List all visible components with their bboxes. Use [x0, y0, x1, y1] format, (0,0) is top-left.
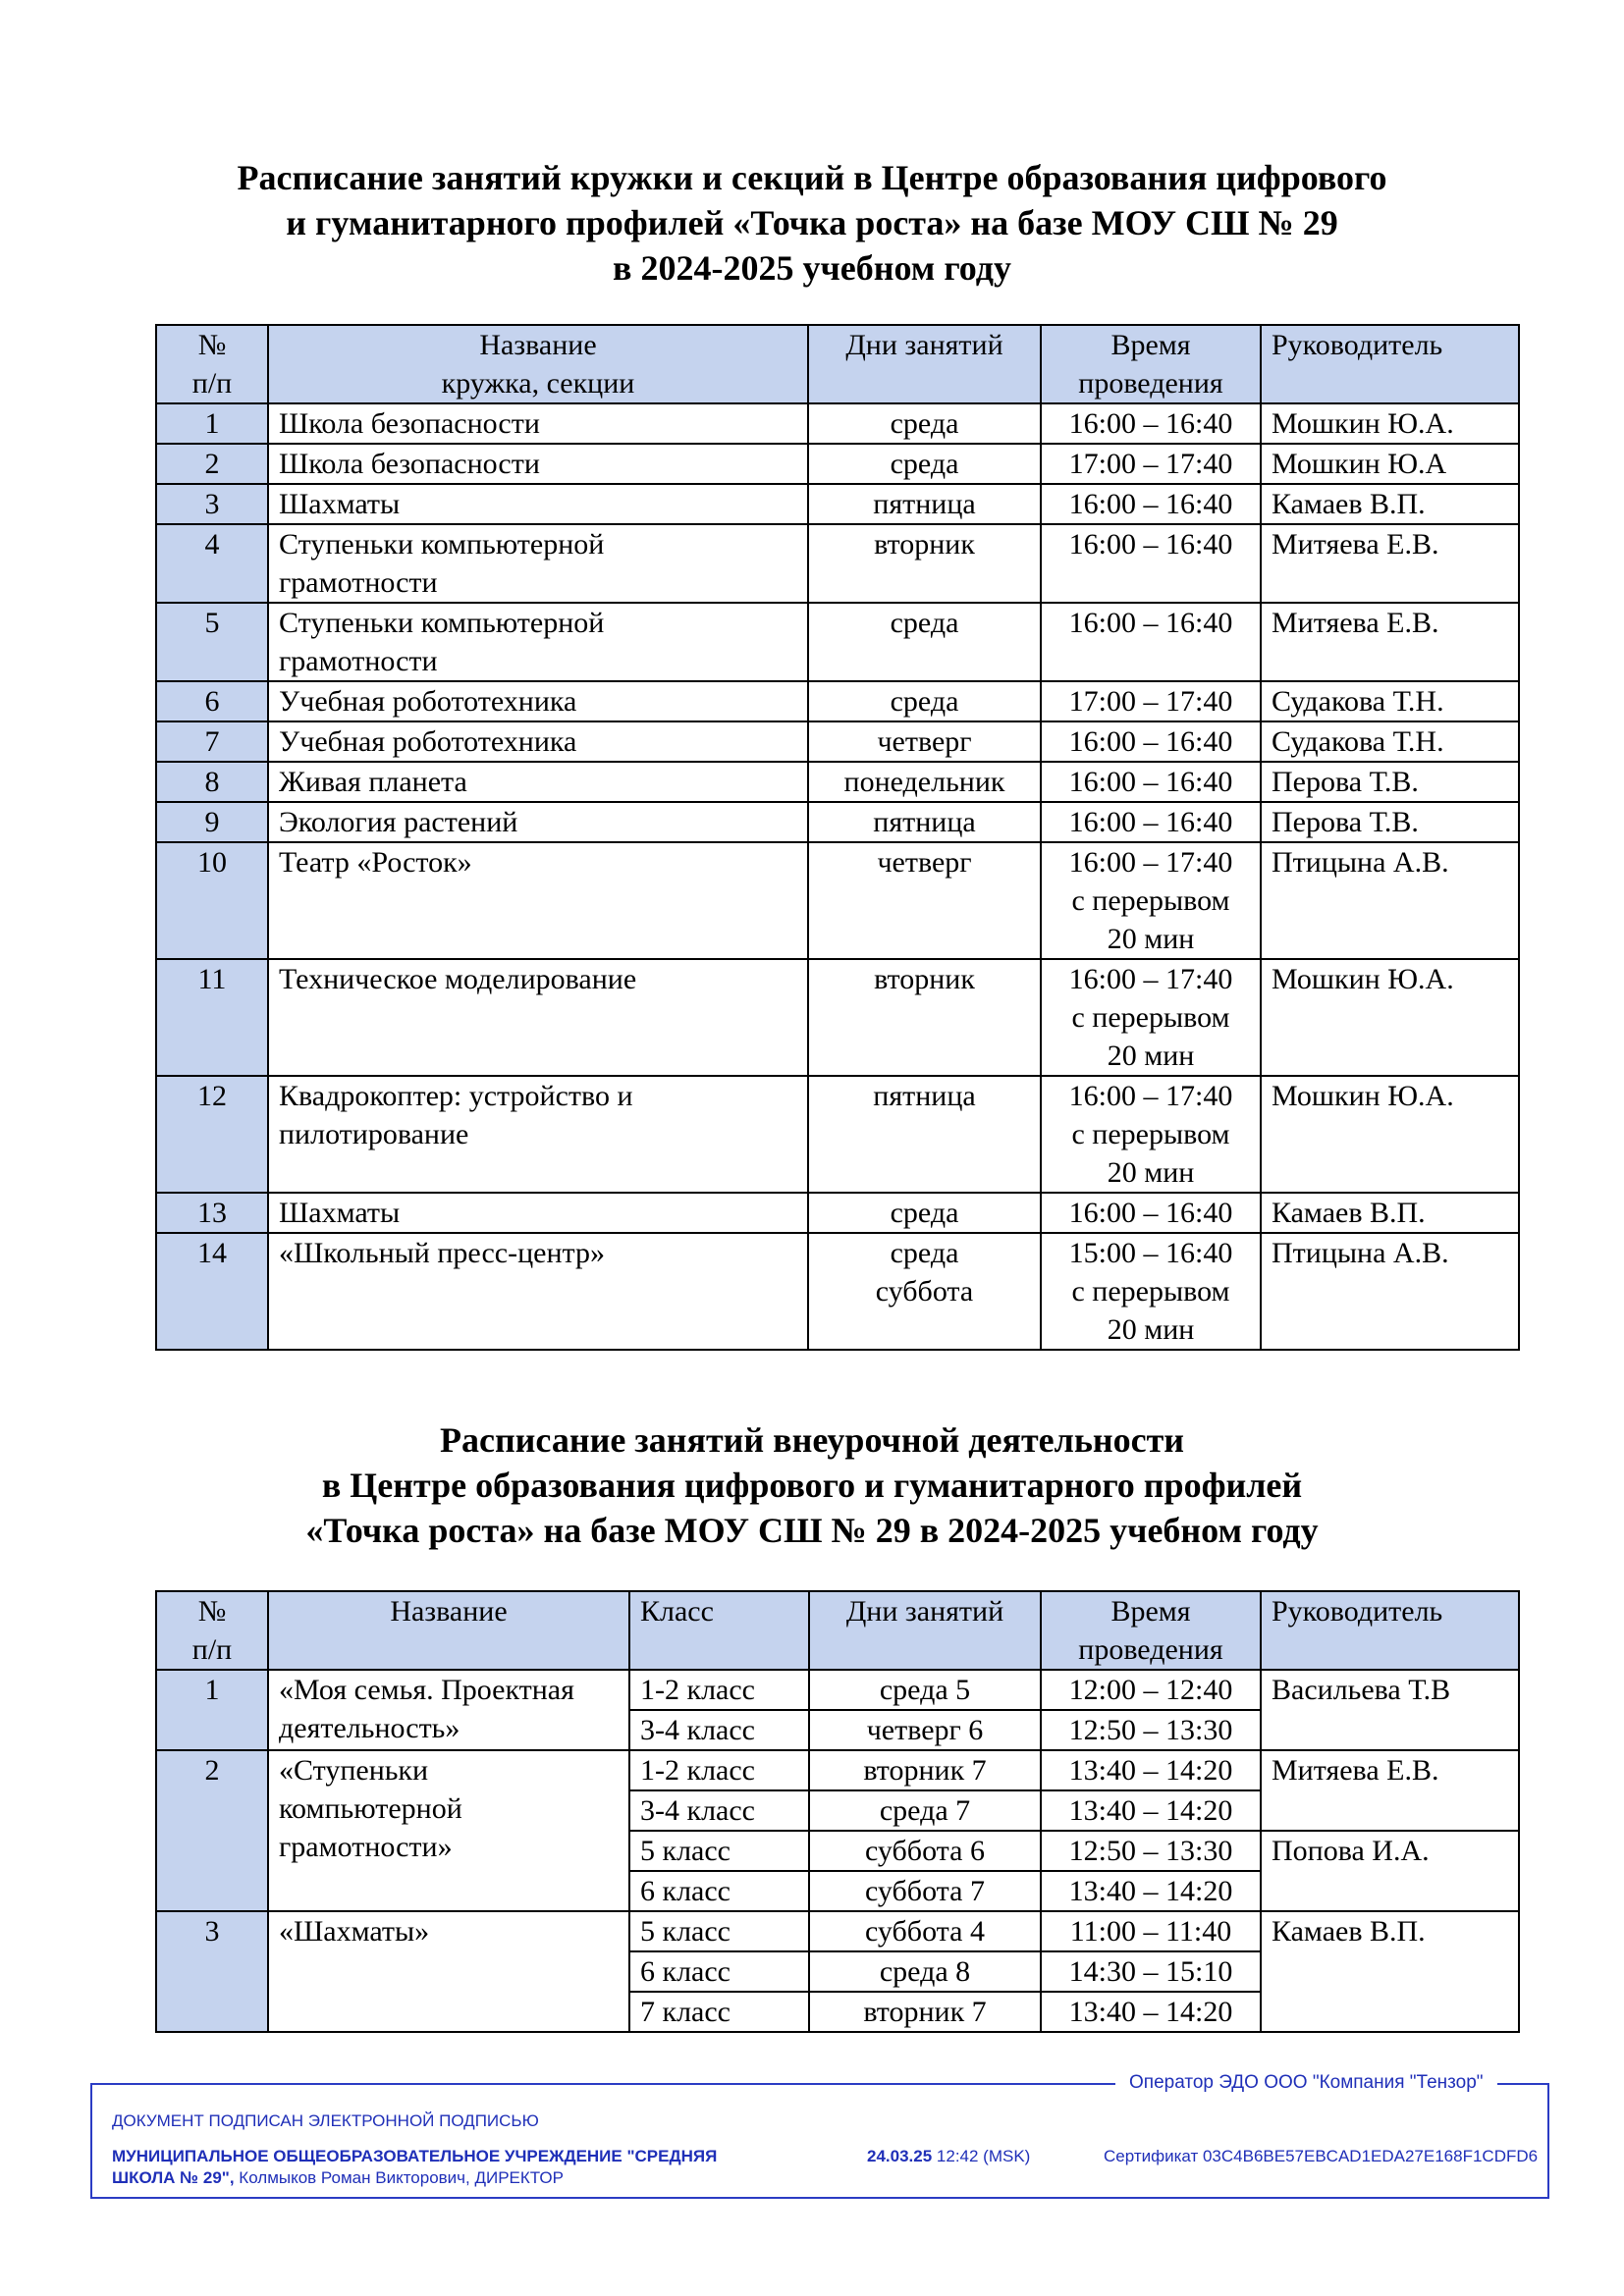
row-time-text: 12:00 – 12:40	[1068, 1674, 1233, 1706]
row-days	[808, 762, 1041, 802]
row-leader	[1261, 1750, 1519, 1831]
table-row	[156, 959, 1519, 1076]
row-days-text: вторник 7	[863, 1996, 987, 2028]
signature-time: 12:42 (MSK)	[932, 2147, 1031, 2165]
clubs-schedule-table	[155, 324, 1520, 1351]
row-class-text: 5 класс	[640, 1915, 731, 1948]
row-num	[156, 484, 268, 524]
title-line: в 2024-2025 учебном году	[613, 248, 1011, 288]
row-num	[156, 1233, 268, 1350]
row-name-text: Шахматы	[279, 1197, 401, 1229]
row-name	[268, 1233, 808, 1350]
row-num	[156, 603, 268, 681]
row-time	[1041, 1992, 1261, 2032]
row-num-text: 14	[197, 1237, 227, 1269]
extracurricular-schedule-table	[155, 1590, 1520, 2033]
row-name	[268, 842, 808, 959]
row-num-text: 13	[197, 1197, 227, 1229]
row-days	[808, 802, 1041, 842]
row-leader-text: Птицына А.В.	[1272, 846, 1449, 879]
header-days: Дни занятий	[808, 325, 1041, 403]
row-name-text: Школа безопасности	[279, 448, 540, 480]
row-days-text: среда	[890, 1237, 959, 1269]
row-name	[268, 1911, 629, 2032]
signature-org-cont: ШКОЛА № 29",	[112, 2168, 235, 2187]
table-row	[156, 1193, 1519, 1233]
row-time	[1041, 1750, 1261, 1790]
row-leader	[1261, 444, 1519, 484]
row-name-text: «Школьный пресс-центр»	[279, 1237, 605, 1269]
table-row	[156, 603, 1519, 681]
row-name-text: «Ступеньки	[279, 1754, 429, 1787]
row-time	[1041, 403, 1261, 444]
row-time-text: с перерывом	[1071, 884, 1230, 917]
row-days	[809, 1670, 1041, 1710]
row-time-text: с перерывом	[1071, 1118, 1230, 1150]
row-days-text: пятница	[873, 1080, 976, 1112]
row-leader	[1261, 802, 1519, 842]
table-row	[156, 681, 1519, 721]
row-time	[1041, 762, 1261, 802]
row-name	[268, 1670, 629, 1750]
row-leader-text: Мошкин Ю.А.	[1272, 407, 1454, 440]
row-class	[629, 1871, 809, 1911]
row-name-text: Ступеньки компьютерной	[279, 528, 605, 561]
table-row	[156, 1911, 1519, 1951]
row-leader	[1261, 1076, 1519, 1193]
row-days-text: среда	[890, 407, 959, 440]
signature-datetime	[867, 2146, 1030, 2167]
row-num-text: 11	[197, 963, 227, 995]
row-days-text: пятница	[873, 806, 976, 838]
row-leader-text: Судакова Т.Н.	[1272, 725, 1444, 758]
table-row	[156, 762, 1519, 802]
row-time-text: 16:00 – 16:40	[1068, 766, 1233, 798]
row-time-text: 20 мин	[1107, 1040, 1195, 1072]
row-name-text: Техническое моделирование	[279, 963, 637, 995]
row-time-text: 16:00 – 16:40	[1068, 607, 1233, 639]
row-num-text: 10	[197, 846, 227, 879]
row-time-text: 12:50 – 13:30	[1068, 1835, 1233, 1867]
row-num	[156, 403, 268, 444]
row-days	[808, 842, 1041, 959]
row-days-text: вторник	[874, 528, 975, 561]
row-time	[1041, 959, 1261, 1076]
row-name-text: Шахматы	[279, 488, 401, 520]
row-leader-text: Птицына А.В.	[1272, 1237, 1449, 1269]
title-line: Расписание занятий внеурочной деятельности	[439, 1420, 1185, 1460]
row-time	[1041, 1790, 1261, 1831]
row-days	[808, 1193, 1041, 1233]
row-num-text: 1	[204, 407, 220, 440]
row-days-text: среда	[890, 1197, 959, 1229]
table-row	[156, 524, 1519, 603]
row-time	[1041, 603, 1261, 681]
row-time-text: 17:00 – 17:40	[1068, 448, 1233, 480]
row-time	[1041, 721, 1261, 762]
row-leader	[1261, 1911, 1519, 2032]
row-name-text: Квадрокоптер: устройство и	[279, 1080, 633, 1112]
title-extracurricular-schedule	[0, 1417, 1624, 1553]
row-days	[809, 1911, 1041, 1951]
row-days	[809, 1710, 1041, 1750]
row-time-text: 12:50 – 13:30	[1068, 1714, 1233, 1746]
row-num	[156, 802, 268, 842]
row-num-text: 7	[204, 725, 220, 758]
row-name	[268, 1076, 808, 1193]
table-row	[156, 721, 1519, 762]
row-days-text: пятница	[873, 488, 976, 520]
row-leader	[1261, 959, 1519, 1076]
row-num	[156, 1750, 268, 1911]
row-time-text: 16:00 – 16:40	[1068, 528, 1233, 561]
row-name	[268, 444, 808, 484]
row-name	[268, 524, 808, 603]
row-time-text: 13:40 – 14:20	[1068, 1794, 1233, 1827]
signature-signer	[112, 2167, 564, 2189]
row-days-text: среда	[890, 607, 959, 639]
row-num-text: 1	[204, 1674, 220, 1706]
row-time-text: 17:00 – 17:40	[1068, 685, 1233, 718]
row-class	[629, 1670, 809, 1710]
row-num	[156, 721, 268, 762]
row-class-text: 1-2 класс	[640, 1674, 755, 1706]
row-leader	[1261, 842, 1519, 959]
row-time	[1041, 1193, 1261, 1233]
row-days-text: среда 8	[879, 1955, 971, 1988]
row-class-text: 3-4 класс	[640, 1794, 755, 1827]
row-leader-text: Камаев В.П.	[1272, 488, 1426, 520]
row-time	[1041, 484, 1261, 524]
row-leader-text: Митяева Е.В.	[1272, 528, 1439, 561]
row-time-text: 16:00 – 16:40	[1068, 1197, 1233, 1229]
title-line: в Центре образования цифрового и гуманитарного профилей	[321, 1466, 1303, 1505]
row-days	[809, 1871, 1041, 1911]
title-line: «Точка роста» на базе МОУ СШ № 29 в 2024-2025 учебном году	[305, 1511, 1319, 1550]
row-num-text: 8	[204, 766, 220, 798]
row-leader	[1261, 1670, 1519, 1750]
row-num-text: 4	[204, 528, 220, 561]
row-name-text: Ступеньки компьютерной	[279, 607, 605, 639]
row-num	[156, 524, 268, 603]
row-num-text: 12	[197, 1080, 227, 1112]
row-num-text: 9	[204, 806, 220, 838]
row-leader-text: Васильева Т.В	[1272, 1674, 1451, 1706]
row-days	[808, 681, 1041, 721]
row-leader-text: Митяева Е.В.	[1272, 607, 1439, 639]
row-days	[808, 1233, 1041, 1350]
row-leader	[1261, 1831, 1519, 1911]
row-time-text: 20 мин	[1107, 923, 1195, 955]
row-name	[268, 603, 808, 681]
row-days	[809, 1951, 1041, 1992]
table-header-row	[156, 325, 1519, 403]
row-days	[808, 403, 1041, 444]
row-leader-text: Попова И.А.	[1272, 1835, 1430, 1867]
table-row	[156, 444, 1519, 484]
header-time: Время проведения	[1041, 325, 1261, 403]
row-leader	[1261, 721, 1519, 762]
row-days	[809, 1831, 1041, 1871]
row-days	[808, 444, 1041, 484]
row-name-text: компьютерной	[279, 1792, 462, 1825]
row-class	[629, 1750, 809, 1790]
row-name-text: грамотности»	[279, 1831, 453, 1863]
row-leader	[1261, 403, 1519, 444]
electronic-signature-stamp	[90, 2083, 1549, 2199]
row-time	[1041, 1911, 1261, 1951]
row-days-text: суббота 6	[865, 1835, 985, 1867]
table-row	[156, 1233, 1519, 1350]
row-leader	[1261, 1233, 1519, 1350]
row-time-text: 16:00 – 16:40	[1068, 488, 1233, 520]
table-row	[156, 403, 1519, 444]
row-time-text: с перерывом	[1071, 1001, 1230, 1034]
row-days-text: четверг 6	[866, 1714, 984, 1746]
row-num	[156, 762, 268, 802]
row-time	[1041, 842, 1261, 959]
signature-notice: ДОКУМЕНТ ПОДПИСАН ЭЛЕКТРОННОЙ ПОДПИСЬЮ	[112, 2111, 539, 2130]
row-name-text: деятельность»	[279, 1712, 460, 1744]
row-time-text: 13:40 – 14:20	[1068, 1875, 1233, 1907]
row-num-text: 2	[204, 1754, 220, 1787]
row-leader-text: Камаев В.П.	[1272, 1197, 1426, 1229]
row-leader-text: Камаев В.П.	[1272, 1915, 1426, 1948]
row-time	[1041, 1076, 1261, 1193]
row-name-text: Театр «Росток»	[279, 846, 472, 879]
row-leader	[1261, 484, 1519, 524]
row-name-text: «Моя семья. Проектная	[279, 1674, 574, 1706]
header-leader: Руководитель	[1261, 325, 1519, 403]
row-class-text: 7 класс	[640, 1996, 731, 2028]
header-days: Дни занятий	[809, 1591, 1041, 1670]
signature-operator: Оператор ЭДО ООО "Компания "Тензор"	[1115, 2071, 1497, 2095]
row-time-text: 20 мин	[1107, 1156, 1195, 1189]
row-num-text: 6	[204, 685, 220, 718]
row-class-text: 3-4 класс	[640, 1714, 755, 1746]
row-time-text: 13:40 – 14:20	[1068, 1754, 1233, 1787]
row-days	[808, 959, 1041, 1076]
row-class-text: 1-2 класс	[640, 1754, 755, 1787]
row-name-text: Экология растений	[279, 806, 518, 838]
row-num	[156, 1193, 268, 1233]
row-name	[268, 721, 808, 762]
row-name	[268, 762, 808, 802]
row-time-text: 16:00 – 16:40	[1068, 407, 1233, 440]
row-name-text: «Шахматы»	[279, 1915, 430, 1948]
row-days-text: суббота	[875, 1275, 974, 1308]
row-leader-text: Перова Т.В.	[1272, 806, 1419, 838]
row-days	[809, 1992, 1041, 2032]
row-days	[808, 1076, 1041, 1193]
row-days-text: среда 5	[879, 1674, 971, 1706]
signature-date: 24.03.25	[867, 2147, 933, 2165]
row-leader-text: Мошкин Ю.А	[1272, 448, 1447, 480]
table-row	[156, 842, 1519, 959]
row-time	[1041, 802, 1261, 842]
row-class	[629, 1710, 809, 1750]
row-class-text: 6 класс	[640, 1875, 731, 1907]
title-line: и гуманитарного профилей «Точка роста» на базе МОУ СШ № 29	[286, 203, 1338, 242]
row-leader-text: Мошкин Ю.А.	[1272, 963, 1454, 995]
row-name-text: Школа безопасности	[279, 407, 540, 440]
row-class	[629, 1951, 809, 1992]
row-num	[156, 1911, 268, 2032]
row-days	[808, 603, 1041, 681]
row-days-text: четверг	[877, 725, 972, 758]
row-time-text: 15:00 – 16:40	[1068, 1237, 1233, 1269]
row-days	[808, 524, 1041, 603]
table-row	[156, 484, 1519, 524]
row-days	[809, 1750, 1041, 1790]
row-days	[809, 1790, 1041, 1831]
row-time	[1041, 681, 1261, 721]
row-leader	[1261, 603, 1519, 681]
title-line: Расписание занятий кружки и секций в Центре образования цифрового	[237, 158, 1387, 197]
row-name-text: Живая планета	[279, 766, 467, 798]
row-time	[1041, 1951, 1261, 1992]
row-time-text: 16:00 – 17:40	[1068, 1080, 1233, 1112]
row-name	[268, 484, 808, 524]
row-time-text: 16:00 – 17:40	[1068, 963, 1233, 995]
row-days-text: суббота 7	[865, 1875, 985, 1907]
header-name: Название	[268, 1591, 629, 1670]
row-num-text: 5	[204, 607, 220, 639]
title-clubs-schedule	[0, 155, 1624, 291]
row-time-text: 11:00 – 11:40	[1069, 1915, 1232, 1948]
header-time: Время проведения	[1041, 1591, 1261, 1670]
row-name	[268, 403, 808, 444]
row-leader-text: Мошкин Ю.А.	[1272, 1080, 1454, 1112]
row-time	[1041, 1871, 1261, 1911]
row-leader	[1261, 762, 1519, 802]
row-class	[629, 1831, 809, 1871]
row-leader	[1261, 1193, 1519, 1233]
row-class-text: 5 класс	[640, 1835, 731, 1867]
table-header-row	[156, 1591, 1519, 1670]
row-name	[268, 1750, 629, 1911]
row-num-text: 3	[204, 1915, 220, 1948]
header-leader: Руководитель	[1261, 1591, 1519, 1670]
header-num: № п/п	[156, 325, 268, 403]
row-days-text: вторник	[874, 963, 975, 995]
table-row	[156, 1076, 1519, 1193]
row-name-text: грамотности	[279, 566, 438, 599]
row-num-text: 3	[204, 488, 220, 520]
signature-certificate: Сертификат 03C4B6BE57EBCAD1EDA27E168F1CDFD6	[1104, 2147, 1539, 2165]
row-name-text: пилотирование	[279, 1118, 469, 1150]
row-name	[268, 1193, 808, 1233]
table-row	[156, 1750, 1519, 1790]
row-num	[156, 842, 268, 959]
row-days-text: суббота 4	[865, 1915, 985, 1948]
header-class: Класс	[629, 1591, 809, 1670]
row-time	[1041, 444, 1261, 484]
row-num	[156, 1670, 268, 1750]
row-time	[1041, 1670, 1261, 1710]
row-time-text: 13:40 – 14:20	[1068, 1996, 1233, 2028]
row-name-text: грамотности	[279, 645, 438, 677]
row-days-text: среда 7	[879, 1794, 971, 1827]
row-name	[268, 959, 808, 1076]
row-time-text: 16:00 – 16:40	[1068, 806, 1233, 838]
row-leader-text: Судакова Т.Н.	[1272, 685, 1444, 718]
row-num	[156, 1076, 268, 1193]
row-days-text: понедельник	[843, 766, 1005, 798]
row-days-text: среда	[890, 685, 959, 718]
row-time	[1041, 524, 1261, 603]
row-days	[808, 721, 1041, 762]
row-time-text: 16:00 – 17:40	[1068, 846, 1233, 879]
row-time-text: 16:00 – 16:40	[1068, 725, 1233, 758]
row-name-text: Учебная робототехника	[279, 725, 577, 758]
row-days-text: среда	[890, 448, 959, 480]
row-days	[808, 484, 1041, 524]
row-leader	[1261, 681, 1519, 721]
row-num	[156, 959, 268, 1076]
row-class	[629, 1992, 809, 2032]
row-name	[268, 681, 808, 721]
signature-org: МУНИЦИПАЛЬНОЕ ОБЩЕОБРАЗОВАТЕЛЬНОЕ УЧРЕЖДЕНИЕ "СРЕДНЯЯ	[112, 2147, 718, 2165]
row-days-text: вторник 7	[863, 1754, 987, 1787]
signature-signer-name: Колмыков Роман Викторович, ДИРЕКТОР	[234, 2168, 564, 2187]
row-name-text: Учебная робототехника	[279, 685, 577, 718]
row-class-text: 6 класс	[640, 1955, 731, 1988]
row-leader-text: Перова Т.В.	[1272, 766, 1419, 798]
row-time-text: 20 мин	[1107, 1313, 1195, 1346]
table-row	[156, 1670, 1519, 1710]
header-name: Название кружка, секции	[268, 325, 808, 403]
row-num	[156, 444, 268, 484]
row-time	[1041, 1233, 1261, 1350]
row-leader-text: Митяева Е.В.	[1272, 1754, 1439, 1787]
row-name	[268, 802, 808, 842]
row-leader	[1261, 524, 1519, 603]
row-num-text: 2	[204, 448, 220, 480]
row-time	[1041, 1831, 1261, 1871]
row-days-text: четверг	[877, 846, 972, 879]
row-time	[1041, 1710, 1261, 1750]
header-num: № п/п	[156, 1591, 268, 1670]
row-time-text: с перерывом	[1071, 1275, 1230, 1308]
row-class	[629, 1911, 809, 1951]
row-num	[156, 681, 268, 721]
row-class	[629, 1790, 809, 1831]
row-time-text: 14:30 – 15:10	[1068, 1955, 1233, 1988]
table-row	[156, 802, 1519, 842]
